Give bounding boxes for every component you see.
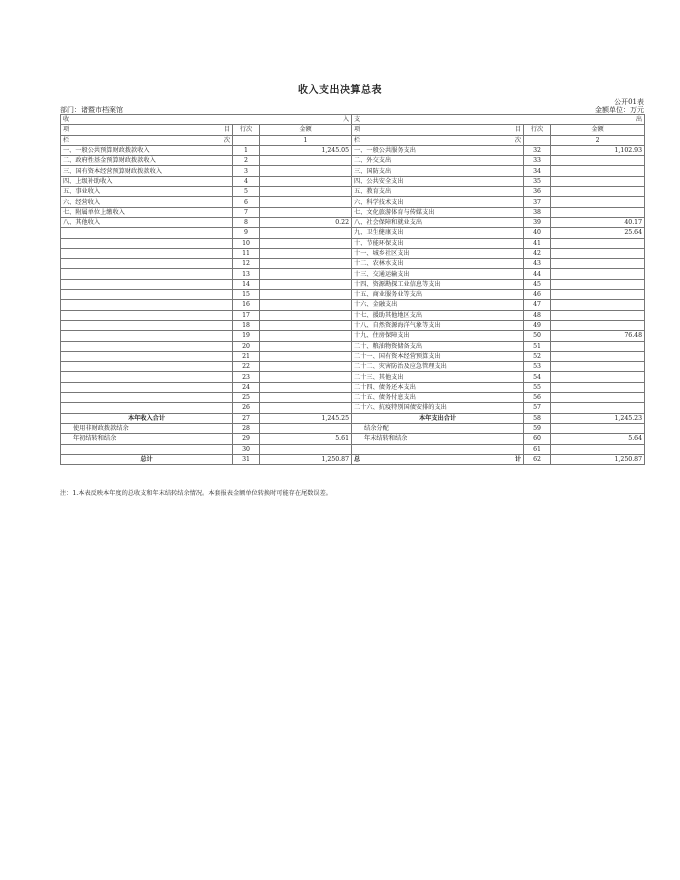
income-amount (260, 320, 352, 330)
expense-amount (551, 300, 645, 310)
expense-item: 十三、交通运输支出 (352, 269, 524, 279)
expense-item: 七、文化旅游体育与传媒支出 (352, 207, 524, 217)
income-item (61, 403, 233, 413)
expense-item: 一、一般公共服务支出 (352, 145, 524, 155)
expense-amount (551, 156, 645, 166)
expense-row-number: 35 (524, 176, 551, 186)
expense-row-number: 40 (524, 228, 551, 238)
income-row-number: 7 (233, 207, 260, 217)
table-row (61, 362, 645, 372)
expense-amount (551, 382, 645, 392)
expense-row-number: 41 (524, 238, 551, 248)
expense-row-number: 50 (524, 331, 551, 341)
income-amount (260, 341, 352, 351)
expense-item: 十八、自然资源海洋气象等支出 (352, 320, 524, 330)
income-row-number: 10 (233, 238, 260, 248)
expense-total-amount: 1,250.87 (551, 454, 645, 464)
table-row (61, 228, 645, 238)
income-item (61, 341, 233, 351)
expense-amount (551, 248, 645, 258)
income-item (61, 331, 233, 341)
income-amount (260, 403, 352, 413)
income-amount (260, 187, 352, 197)
income-item (61, 228, 233, 238)
expense-item: 五、教育支出 (352, 187, 524, 197)
income-amount (260, 248, 352, 258)
table-row (61, 382, 645, 392)
income-amount (260, 351, 352, 361)
income-row-number: 6 (233, 197, 260, 207)
expense-row-number: 38 (524, 207, 551, 217)
expense-item: 十七、援助其他地区支出 (352, 310, 524, 320)
income-amount (260, 300, 352, 310)
expense-amount (551, 393, 645, 403)
income-amount-col-number: 1 (260, 135, 352, 145)
form-number: 公开01表 (614, 98, 644, 106)
income-item (61, 310, 233, 320)
expense-item (352, 444, 524, 454)
table-row (61, 166, 645, 176)
table-row (61, 341, 645, 351)
expense-row-number: 60 (524, 434, 551, 444)
income-row-number: 1 (233, 145, 260, 155)
expense-item: 十六、金融支出 (352, 300, 524, 310)
expense-item: 四、公共安全支出 (352, 176, 524, 186)
expense-amount (551, 444, 645, 454)
income-rowno-header: 行次 (233, 125, 260, 135)
expense-amount (551, 176, 645, 186)
income-amount (260, 310, 352, 320)
expense-rowno-header: 行次 (524, 125, 551, 135)
income-row-number: 8 (233, 217, 260, 227)
income-item (61, 372, 233, 382)
income-row-number: 24 (233, 382, 260, 392)
income-item: 七、附属单位上缴收入 (61, 207, 233, 217)
income-amount (260, 197, 352, 207)
table-row (61, 259, 645, 269)
income-expense-table (60, 114, 645, 465)
header-row-column-index (61, 135, 645, 145)
expense-row-number: 43 (524, 259, 551, 269)
expense-amount: 1,102.93 (551, 145, 645, 155)
expense-amount (551, 372, 645, 382)
income-amount (260, 259, 352, 269)
table-row (61, 423, 645, 433)
expense-col-index: 栏 次 (352, 135, 524, 145)
table-row (61, 331, 645, 341)
table-row (61, 320, 645, 330)
income-row-number: 22 (233, 362, 260, 372)
table-row (61, 403, 645, 413)
income-row-number: 19 (233, 331, 260, 341)
report-title: 收入支出决算总表 (298, 85, 382, 96)
table-row (61, 217, 645, 227)
expense-row-number: 49 (524, 320, 551, 330)
income-row-number: 9 (233, 228, 260, 238)
expense-item-header: 项 目 (352, 125, 524, 135)
expense-amount (551, 341, 645, 351)
income-amount (260, 156, 352, 166)
income-row-number: 26 (233, 403, 260, 413)
income-item (61, 393, 233, 403)
income-amount (260, 362, 352, 372)
expense-row-number: 39 (524, 217, 551, 227)
expense-section-header: 支 出 (352, 115, 645, 125)
income-item-header: 项 目 (61, 125, 233, 135)
expense-item: 本年支出合计 (352, 413, 524, 423)
expense-amount (551, 290, 645, 300)
expense-item: 八、社会保障和就业支出 (352, 217, 524, 227)
income-amount-header: 金额 (260, 125, 352, 135)
table-row (61, 372, 645, 382)
table-row (61, 156, 645, 166)
income-row-number: 11 (233, 248, 260, 258)
income-row-number: 18 (233, 320, 260, 330)
table-row (61, 269, 645, 279)
income-row-number: 20 (233, 341, 260, 351)
expense-amount (551, 310, 645, 320)
expense-row-number: 47 (524, 300, 551, 310)
income-item: 六、经营收入 (61, 197, 233, 207)
income-item: 五、事业收入 (61, 187, 233, 197)
income-item: 三、国有资本经营预算财政拨款收入 (61, 166, 233, 176)
expense-row-number: 51 (524, 341, 551, 351)
expense-row-number: 54 (524, 372, 551, 382)
income-amount (260, 331, 352, 341)
expense-item: 二十三、其他支出 (352, 372, 524, 382)
expense-amount (551, 269, 645, 279)
expense-item: 二十五、债务付息支出 (352, 393, 524, 403)
table-row (61, 300, 645, 310)
income-row-number: 14 (233, 279, 260, 289)
expense-row-number: 37 (524, 197, 551, 207)
income-amount (260, 166, 352, 176)
income-item (61, 238, 233, 248)
expense-row-number: 53 (524, 362, 551, 372)
footnote: 注：1.本表反映本年度的总收支和年末结转结余情况。本套报表金额单位转换时可能存在尾数误差。 (60, 490, 332, 497)
income-row-number: 2 (233, 156, 260, 166)
expense-item: 二十六、抗疫特别国债安排的支出 (352, 403, 524, 413)
income-col-index: 栏 次 (61, 135, 233, 145)
table-row (61, 444, 645, 454)
expense-item: 结余分配 (352, 423, 524, 433)
income-amount (260, 382, 352, 392)
expense-amount (551, 423, 645, 433)
expense-amount (551, 351, 645, 361)
income-row-number: 27 (233, 413, 260, 423)
expense-amount (551, 320, 645, 330)
income-row-number: 13 (233, 269, 260, 279)
expense-amount (551, 279, 645, 289)
expense-amount (551, 259, 645, 269)
expense-row-number: 58 (524, 413, 551, 423)
amount-unit-label: 金额单位：万元 (595, 106, 644, 114)
expense-item: 二十四、债务还本支出 (352, 382, 524, 392)
table-row (61, 310, 645, 320)
income-amount (260, 176, 352, 186)
income-row-number: 5 (233, 187, 260, 197)
expense-item: 二十一、国有资本经营预算支出 (352, 351, 524, 361)
expense-item: 十四、资源勘探工业信息等支出 (352, 279, 524, 289)
expense-amount: 40.17 (551, 217, 645, 227)
income-item (61, 259, 233, 269)
expense-amount: 76.48 (551, 331, 645, 341)
income-amount (260, 269, 352, 279)
income-item: 四、上级补助收入 (61, 176, 233, 186)
expense-amount-header: 金额 (551, 125, 645, 135)
expense-item: 九、卫生健康支出 (352, 228, 524, 238)
expense-row-number: 36 (524, 187, 551, 197)
expense-row-number: 32 (524, 145, 551, 155)
expense-row-number: 48 (524, 310, 551, 320)
income-amount (260, 372, 352, 382)
income-item (61, 248, 233, 258)
expense-item: 三、国防支出 (352, 166, 524, 176)
table-row (61, 434, 645, 444)
income-row-number: 15 (233, 290, 260, 300)
income-row-number: 16 (233, 300, 260, 310)
expense-amount (551, 238, 645, 248)
expense-item: 年末结转和结余 (352, 434, 524, 444)
income-row-number: 17 (233, 310, 260, 320)
income-item (61, 382, 233, 392)
expense-amount: 1,245.23 (551, 413, 645, 423)
expense-item: 十九、住房保障支出 (352, 331, 524, 341)
income-row-number: 31 (233, 454, 260, 464)
subtotal-row (61, 413, 645, 423)
income-row-number: 3 (233, 166, 260, 176)
department-label: 部门：诸暨市档案馆 (60, 106, 123, 114)
table-row (61, 248, 645, 258)
table-row (61, 207, 645, 217)
expense-row-number: 42 (524, 248, 551, 258)
income-amount (260, 290, 352, 300)
expense-amount (551, 207, 645, 217)
expense-amount (551, 197, 645, 207)
expense-amount (551, 166, 645, 176)
income-amount (260, 444, 352, 454)
income-amount: 5.61 (260, 434, 352, 444)
income-amount: 1,245.25 (260, 413, 352, 423)
income-item (61, 290, 233, 300)
income-row-number: 21 (233, 351, 260, 361)
table-row (61, 197, 645, 207)
income-row-number: 4 (233, 176, 260, 186)
expense-row-number: 57 (524, 403, 551, 413)
income-row-number: 23 (233, 372, 260, 382)
income-row-number: 25 (233, 393, 260, 403)
expense-amount (551, 362, 645, 372)
table-row (61, 176, 645, 186)
expense-row-number: 33 (524, 156, 551, 166)
income-amount: 0.22 (260, 217, 352, 227)
expense-row-number: 56 (524, 393, 551, 403)
income-amount (260, 423, 352, 433)
income-amount (260, 207, 352, 217)
header-row-section (61, 115, 645, 125)
income-amount: 1,245.05 (260, 145, 352, 155)
income-total-amount: 1,250.87 (260, 454, 352, 464)
income-amount (260, 238, 352, 248)
expense-row-number: 62 (524, 454, 551, 464)
income-row-number: 29 (233, 434, 260, 444)
table-row (61, 238, 645, 248)
expense-amount (551, 403, 645, 413)
income-row-number: 30 (233, 444, 260, 454)
income-item: 本年收入合计 (61, 413, 233, 423)
expense-item: 十一、城乡社区支出 (352, 248, 524, 258)
table-row (61, 351, 645, 361)
income-item (61, 279, 233, 289)
expense-item: 十二、农林水支出 (352, 259, 524, 269)
income-item: 八、其他收入 (61, 217, 233, 227)
expense-total-label: 总 计 (352, 454, 524, 464)
table-row (61, 290, 645, 300)
income-amount (260, 228, 352, 238)
expense-row-number: 55 (524, 382, 551, 392)
expense-row-number: 59 (524, 423, 551, 433)
expense-item: 二、外交支出 (352, 156, 524, 166)
income-item (61, 362, 233, 372)
expense-row-number: 44 (524, 269, 551, 279)
income-item (61, 269, 233, 279)
table-row (61, 279, 645, 289)
total-row (61, 454, 645, 464)
income-section-header: 收 入 (61, 115, 352, 125)
expense-row-number: 61 (524, 444, 551, 454)
expense-item: 十、节能环保支出 (352, 238, 524, 248)
income-item: 年初结转和结余 (61, 434, 233, 444)
income-row-number: 12 (233, 259, 260, 269)
expense-amount: 25.64 (551, 228, 645, 238)
income-row-number: 28 (233, 423, 260, 433)
income-item (61, 444, 233, 454)
expense-item: 十五、商业服务业等支出 (352, 290, 524, 300)
expense-amount: 5.64 (551, 434, 645, 444)
expense-amount-col-number: 2 (551, 135, 645, 145)
table-row (61, 145, 645, 155)
expense-amount (551, 187, 645, 197)
income-total-label: 总计 (61, 454, 233, 464)
expense-row-number: 45 (524, 279, 551, 289)
income-amount (260, 279, 352, 289)
expense-row-number: 46 (524, 290, 551, 300)
expense-row-number: 34 (524, 166, 551, 176)
expense-row-number: 52 (524, 351, 551, 361)
header-row-columns (61, 125, 645, 135)
income-item (61, 300, 233, 310)
income-item: 使用非财政拨款结余 (61, 423, 233, 433)
income-amount (260, 393, 352, 403)
income-item: 二、政府性基金预算财政拨款收入 (61, 156, 233, 166)
table-row (61, 187, 645, 197)
income-item: 一、一般公共预算财政拨款收入 (61, 145, 233, 155)
expense-item: 二十、粮油物资储备支出 (352, 341, 524, 351)
expense-item: 二十二、灾害防治及应急管理支出 (352, 362, 524, 372)
expense-item: 六、科学技术支出 (352, 197, 524, 207)
table-row (61, 393, 645, 403)
income-item (61, 320, 233, 330)
income-item (61, 351, 233, 361)
